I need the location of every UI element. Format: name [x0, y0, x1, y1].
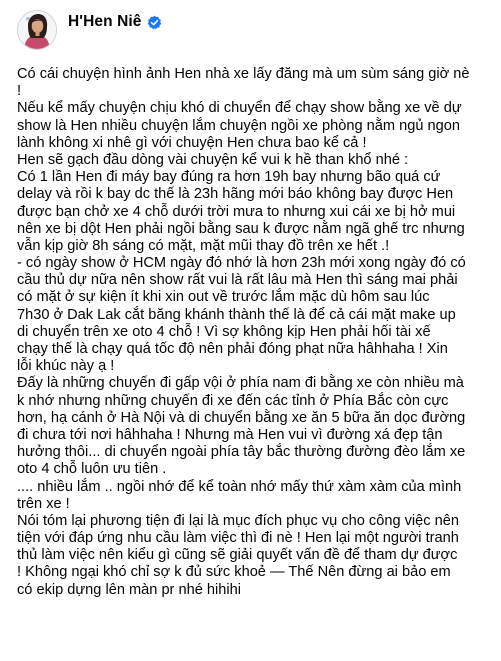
post-header: [17, 10, 162, 62]
post-text-line: - có ngày show ở HCM ngày đó nhớ là hơn 23h mới xong ngày đó có: [17, 255, 466, 272]
post-text-line: lành không xi nhê gì với chuyện Hen chưa bao kể cả !: [17, 134, 367, 151]
post-text-line: Hen sẽ gạch đầu dòng vài chuyện kể vui k hề than khổ nhé :: [17, 151, 409, 168]
author-line: [68, 13, 162, 31]
post-text-line: cầu thủ dự nữa nên show rất vui là rất lâu mà Hen thì sáng mai phải: [17, 272, 458, 289]
post-text-line: vẫn kịp giờ 8h sáng có mặt, mặt mũi thay đồ trên xe hết .!: [17, 237, 390, 254]
author-avatar[interactable]: [17, 10, 57, 50]
post-text-line: Nói tóm lại phương tiện đi lại là mục đích phục vụ cho công việc nên: [17, 512, 459, 529]
avatar-portrait-icon: [18, 11, 56, 49]
post-text-line: Đấy là những chuyến đi gấp vội ở phía nam đi bằng xe còn nhiều mà: [17, 375, 464, 392]
post-text-line: Có 1 lần Hen đi máy bay đúng ra hơn 19h bay nhưng bão quá cứ: [17, 169, 441, 186]
post-text-line: 7h30 ở Dak Lak cắt băng khánh thành thế là để cả cái mặt make up: [17, 306, 456, 323]
post-text-line: hơn, hạ cánh ở Hà Nội và di chuyển bằng xe ăn 5 bữa ăn dọc đường: [17, 409, 466, 426]
post-text-line: có mặt ở sự kiện ít khi xin out về trước lắm mặc dù hôm sau lúc: [17, 289, 430, 306]
post-text-line: delay và rồi k bay dc thế là 23h hãng mới báo không bay được Hen: [17, 186, 454, 203]
post-text-line: Nếu kể mấy chuyện chịu khó di chuyển để chạy show bằng xe về dự: [17, 100, 462, 117]
post-text-line: lỗi khúc này ạ !: [17, 358, 115, 375]
post-text-line: được bạn chở xe 4 chỗ dưới trời mưa to nhưng xui cái xe bị hở mui: [17, 203, 456, 220]
post-text-line: hưởng thôi... di chuyển ngoài phía tây bắc thường đường đèo lắm xe: [17, 444, 466, 461]
post-text-line: Có cái chuyện hình ảnh Hen nhà xe lấy đăng mà um sùm sáng giờ nè: [17, 66, 470, 82]
post-text-line: ! Không ngại khó chỉ sợ k đủ sức khoẻ — Thế Nên đừng ai bảo em: [17, 564, 451, 581]
post-text-line: nên xe bị dột Hen phải ngồi bằng sau k được nằm ngã ghế trc nhưng: [17, 220, 465, 237]
post-text-line: chạy thế là chạy quá tốc độ nên phải đóng phạt nữa hâhhaha ! Xin: [17, 341, 448, 357]
post-text-line: tiện với đáp ứng nhu cầu làm việc thì đi nè ! Hen lại một người tranh: [17, 530, 459, 547]
post-text-line: thủ làm việc nên kiểu gì cũng sẽ giải quyết vấn đề để tham dự được: [17, 547, 458, 564]
verified-badge-icon: [147, 15, 162, 30]
author-name-link[interactable]: H'Hen Niê: [68, 13, 142, 30]
post-text-line: oto 4 chỗ luôn ưu tiên .: [17, 461, 167, 478]
post-text-line: show là Hen nhiều chuyện lắm chuyện ngồi xe phòng nằm ngủ ngon: [17, 117, 460, 134]
post-text-line: trên xe !: [17, 495, 70, 512]
post-text-line: !: [17, 83, 22, 100]
post-text-line: di chuyển trên xe oto 4 chỗ ! Vì sợ không kịp Hen phải hối tài xế: [17, 323, 431, 340]
post-text-line: .... nhiều lắm .. ngồi nhớ để kể toàn nhớ mấy thứ xàm xàm của mình: [17, 478, 462, 495]
post-body-text: [17, 66, 495, 599]
post-text-line: k nhớ nhưng những chuyến đi xe đến các tỉnh ở Phía Bắc còn cực: [17, 392, 449, 409]
post-text-line: đi chưa tới nơi hâhhaha ! Nhưng mà Hen vui vì đường xá đẹp tận: [17, 426, 443, 443]
post-text-line: có ekip dựng lên màn pr nhé hihihi: [17, 581, 241, 598]
